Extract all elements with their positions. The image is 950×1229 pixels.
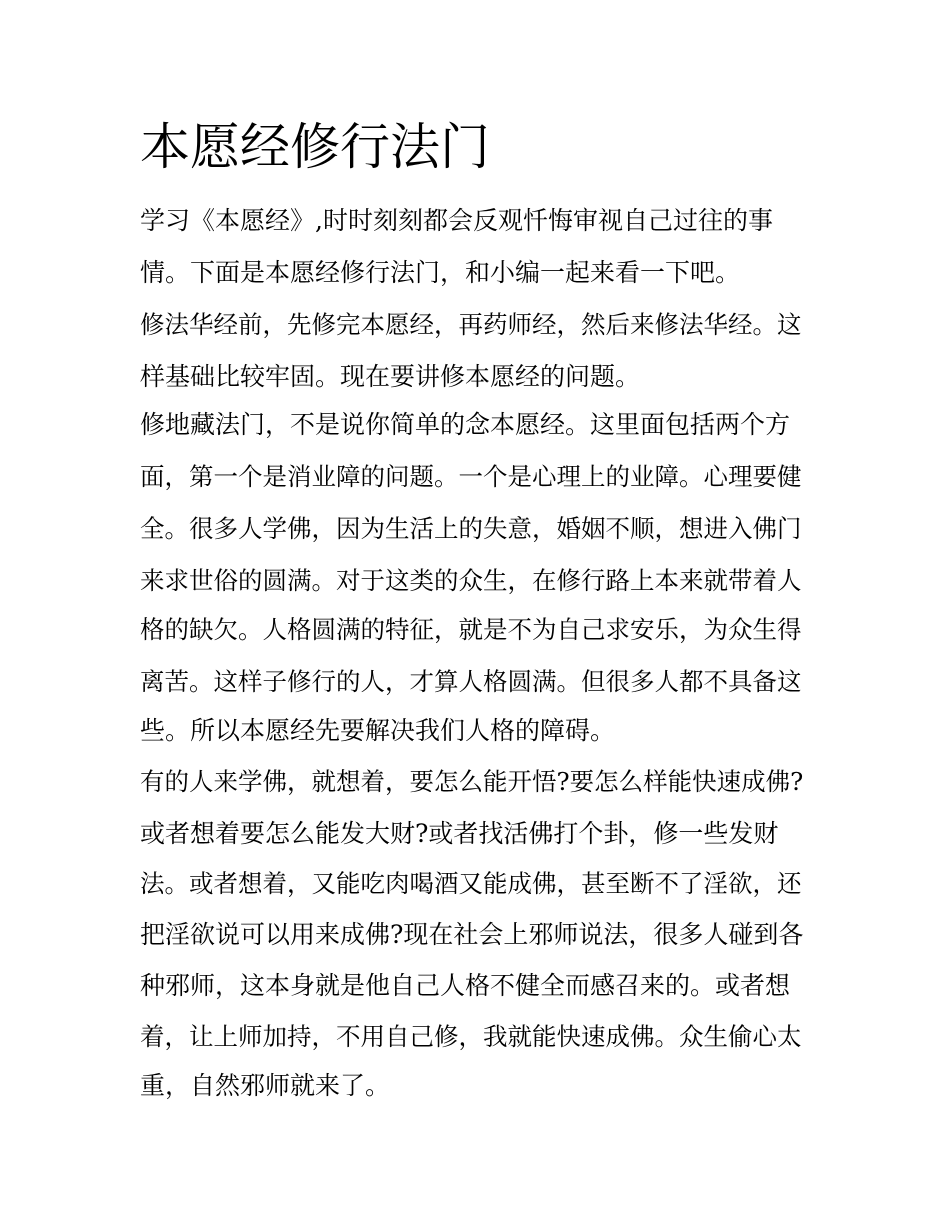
text-line: 修地藏法门，不是说你简单的念本愿经。这里面包括两个方	[140, 410, 791, 439]
text-line: 面，第一个是消业障的问题。一个是心理上的业障。心理要健	[140, 462, 802, 491]
text-line: 有的人来学佛，就想着，要怎么能开悟?要怎么样能快速成佛?	[140, 767, 804, 796]
text-line: 把淫欲说可以用来成佛?现在社会上邪师说法，很多人碰到各	[140, 920, 804, 949]
text-line: 法。或者想着，又能吃肉喝酒又能成佛，甚至断不了淫欲，还	[140, 869, 802, 898]
text-line: 种邪师，这本身就是他自己人格不健全而感召来的。或者想	[140, 971, 791, 1000]
text-line: 重，自然邪师就来了。	[140, 1071, 391, 1100]
text-line: 着，让上师加持，不用自己修，我就能快速成佛。众生偷心太	[140, 1022, 802, 1051]
text-line: 格的缺欠。人格圆满的特征，就是不为自己求安乐，为众生得	[140, 615, 802, 644]
text-line: 来求世俗的圆满。对于这类的众生，在修行路上本来就带着人	[140, 566, 802, 595]
text-line: 些。所以本愿经先要解决我们人格的障碍。	[140, 716, 616, 745]
document-title: 本愿经修行法门	[140, 118, 490, 176]
text-line: 或者想着要怎么能发大财?或者找活佛打个卦，修一些发财	[140, 819, 779, 848]
text-line: 全。很多人学佛，因为生活上的失意，婚姻不顺，想进入佛门	[140, 514, 802, 543]
text-line: 情。下面是本愿经修行法门，和小编一起来看一下吧。	[140, 258, 741, 287]
text-line: 离苦。这样子修行的人，才算人格圆满。但很多人都不具备这	[140, 667, 802, 696]
text-line: 修法华经前，先修完本愿经，再药师经，然后来修法华经。这	[140, 310, 802, 339]
text-line: 学习《本愿经》,时时刻刻都会反观忏悔审视自己过往的事	[140, 206, 773, 235]
text-line: 样基础比较牢固。现在要讲修本愿经的问题。	[140, 362, 641, 391]
